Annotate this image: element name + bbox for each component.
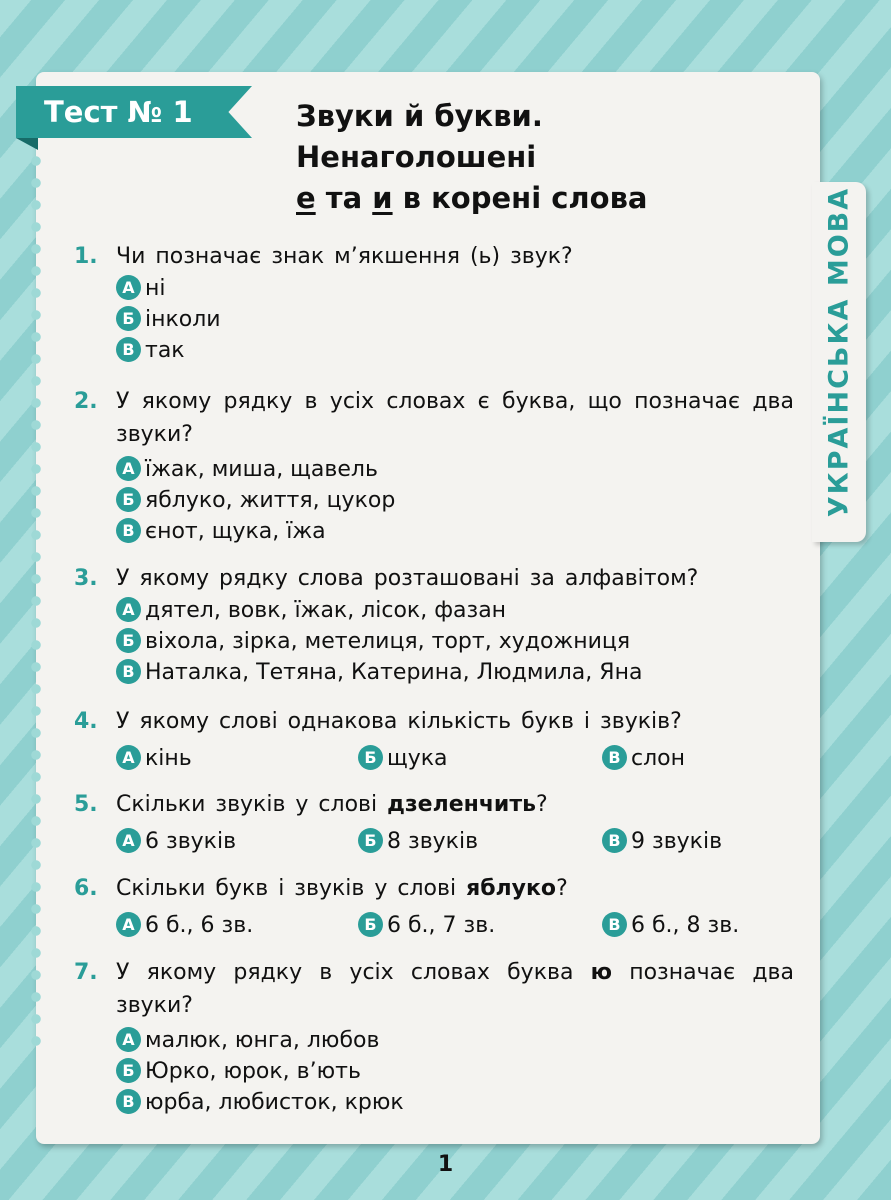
answer-option-a[interactable] xyxy=(116,826,236,857)
answer-option-c[interactable] xyxy=(116,335,794,366)
answer-option-b[interactable] xyxy=(116,1056,794,1087)
option-letter-badge: Б xyxy=(116,1058,141,1083)
perforation-edge xyxy=(28,150,44,1050)
answer-option-b[interactable] xyxy=(358,743,448,774)
answer-option-c[interactable] xyxy=(116,657,794,688)
title-letter-e: е xyxy=(296,181,316,215)
option-letter-badge: А xyxy=(116,275,141,300)
answer-option-a[interactable] xyxy=(116,743,192,774)
option-text: Юрко, юрок, в’ють xyxy=(145,1059,361,1084)
option-text: інколи xyxy=(145,307,221,332)
option-text: єнот, щука, їжа xyxy=(145,519,326,544)
option-text: дятел, вовк, їжак, лісок, фазан xyxy=(145,598,507,623)
option-letter-badge: Б xyxy=(116,487,141,512)
answer-option-a[interactable] xyxy=(116,273,794,304)
answer-option-c[interactable] xyxy=(602,826,722,857)
subject-tab-label: УКРАЇНСЬКА МОВА xyxy=(823,186,855,518)
question-number: 6. xyxy=(74,876,98,901)
question-key-word: ю xyxy=(590,960,613,985)
option-text: їжак, миша, щавель xyxy=(145,457,378,482)
question-number: 2. xyxy=(74,389,98,414)
question-number: 5. xyxy=(74,792,98,817)
question-text xyxy=(116,956,804,1022)
question-6 xyxy=(74,872,794,938)
question-text xyxy=(116,872,794,905)
title-line-3 xyxy=(296,178,746,219)
question-number: 1. xyxy=(74,244,98,269)
answer-option-a[interactable] xyxy=(116,1025,794,1056)
page-title xyxy=(296,96,746,219)
option-text: Наталка, Тетяна, Катерина, Людмила, Яна xyxy=(145,660,643,685)
option-letter-badge: В xyxy=(602,828,627,853)
option-text: віхола, зірка, метелиця, торт, художниця xyxy=(145,629,631,654)
question-text-part: позначає два звуки? xyxy=(116,960,804,1018)
option-text: 6 б., 8 зв. xyxy=(631,913,740,938)
question-text xyxy=(116,788,794,821)
question-text-part: ? xyxy=(556,876,568,901)
answer-option-b[interactable] xyxy=(116,626,794,657)
question-key-word: дзеленчить xyxy=(387,792,537,817)
question-2 xyxy=(74,385,794,547)
option-letter-badge: В xyxy=(116,1089,141,1114)
option-letter-badge: Б xyxy=(116,628,141,653)
question-text: У якому слові однакова кількість букв і звуків? xyxy=(116,709,682,734)
question-1 xyxy=(74,240,794,366)
option-text: щука xyxy=(387,746,448,771)
option-text: 6 звуків xyxy=(145,829,237,854)
option-letter-badge: Б xyxy=(358,828,383,853)
option-letter-badge: А xyxy=(116,597,141,622)
question-text: У якому рядку слова розташовані за алфавітом? xyxy=(116,566,699,591)
option-letter-badge: А xyxy=(116,456,141,481)
option-text: яблуко, життя, цукор xyxy=(145,488,396,513)
option-text: 9 звуків xyxy=(631,829,723,854)
question-number: 7. xyxy=(74,960,98,985)
option-letter-badge: Б xyxy=(358,912,383,937)
answer-option-b[interactable] xyxy=(358,826,478,857)
option-letter-badge: В xyxy=(116,337,141,362)
option-text: малюк, юнга, любов xyxy=(145,1028,380,1053)
option-text: ні xyxy=(145,276,166,301)
answer-option-c[interactable] xyxy=(116,1087,794,1118)
option-text: 8 звуків xyxy=(387,829,479,854)
option-letter-badge: А xyxy=(116,745,141,770)
question-text-part: ? xyxy=(536,792,548,817)
question-text-part: Скільки букв і звуків у слові xyxy=(116,876,467,901)
option-text: кінь xyxy=(145,746,192,771)
answer-option-b[interactable] xyxy=(116,304,794,335)
option-letter-badge: В xyxy=(602,745,627,770)
title-rest: в корені слова xyxy=(392,181,648,215)
option-text: 6 б., 7 зв. xyxy=(387,913,496,938)
option-text: так xyxy=(145,338,185,363)
question-text-part: Скільки звуків у слові xyxy=(116,792,388,817)
option-text: 6 б., 6 зв. xyxy=(145,913,254,938)
question-text: Чи позначає знак м’якшення (ь) звук? xyxy=(116,244,573,269)
title-line-1: Звуки й букви. xyxy=(296,99,543,133)
question-5 xyxy=(74,788,794,854)
answer-option-b[interactable] xyxy=(116,485,794,516)
answer-option-a[interactable] xyxy=(116,595,794,626)
option-letter-badge: В xyxy=(602,912,627,937)
question-7 xyxy=(74,956,804,1118)
test-label: Тест № 1 xyxy=(44,95,193,129)
answer-option-a[interactable] xyxy=(116,454,794,485)
question-key-word: яблуко xyxy=(466,876,557,901)
option-letter-badge: Б xyxy=(358,745,383,770)
option-letter-badge: В xyxy=(116,518,141,543)
page-number: 1 xyxy=(437,1152,454,1177)
title-and: та xyxy=(315,181,373,215)
answer-option-c[interactable] xyxy=(116,516,794,547)
option-text: слон xyxy=(631,746,686,771)
answer-option-a[interactable] xyxy=(116,910,253,941)
ribbon-fold xyxy=(16,138,38,150)
option-letter-badge: Б xyxy=(116,306,141,331)
option-letter-badge: В xyxy=(116,659,141,684)
option-letter-badge: А xyxy=(116,828,141,853)
option-letter-badge: А xyxy=(116,912,141,937)
question-number: 4. xyxy=(74,709,98,734)
option-letter-badge: А xyxy=(116,1027,141,1052)
question-number: 3. xyxy=(74,566,98,591)
answer-option-c[interactable] xyxy=(602,743,685,774)
question-text: У якому рядку в усіх словах є буква, що позначає два звуки? xyxy=(116,389,794,447)
answer-option-c[interactable] xyxy=(602,910,739,941)
title-line-2: Ненаголошені xyxy=(296,140,537,174)
option-text: юрба, любисток, крюк xyxy=(145,1090,404,1115)
question-4 xyxy=(74,705,794,771)
question-text-part: У якому рядку в усіх словах буква xyxy=(116,960,591,985)
answer-option-b[interactable] xyxy=(358,910,495,941)
question-3 xyxy=(74,562,794,688)
title-letter-y: и xyxy=(372,181,393,215)
